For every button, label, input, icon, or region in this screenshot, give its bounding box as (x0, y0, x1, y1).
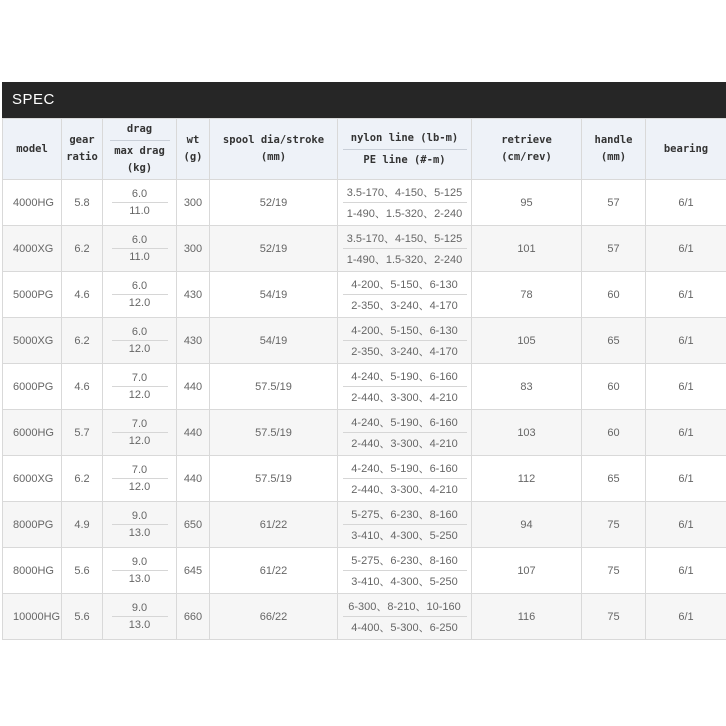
cell-line-capacity (338, 272, 472, 318)
cell-drag (103, 180, 177, 226)
header-retrieve-line1: retrieve (501, 134, 552, 146)
cell-spool: 66/22 (210, 594, 338, 640)
cell-pe-line: 2-350、3-240、4-170 (343, 294, 467, 313)
cell-weight: 660 (177, 594, 210, 640)
cell-model: 8000PG (3, 502, 62, 548)
cell-drag (103, 548, 177, 594)
cell-bearing: 6/1 (646, 226, 726, 272)
cell-gear-ratio: 4.9 (62, 502, 103, 548)
cell-pe-line: 2-440、3-300、4-210 (343, 478, 467, 497)
spec-title: SPEC (2, 82, 726, 118)
header-row (3, 119, 726, 180)
cell-model: 10000HG (3, 594, 62, 640)
header-pe-line: PE line (#-m) (343, 149, 467, 169)
cell-pe-line: 2-440、3-300、4-210 (343, 386, 467, 405)
cell-weight: 430 (177, 272, 210, 318)
header-drag (103, 119, 177, 180)
cell-line-capacity (338, 594, 472, 640)
cell-drag (103, 502, 177, 548)
cell-model: 6000HG (3, 410, 62, 456)
cell-retrieve: 83 (472, 364, 582, 410)
cell-drag (103, 272, 177, 318)
cell-bearing: 6/1 (646, 410, 726, 456)
cell-retrieve: 107 (472, 548, 582, 594)
cell-spool: 52/19 (210, 226, 338, 272)
cell-pe-line: 2-440、3-300、4-210 (343, 432, 467, 451)
cell-retrieve: 95 (472, 180, 582, 226)
cell-spool: 52/19 (210, 180, 338, 226)
cell-bearing: 6/1 (646, 594, 726, 640)
cell-weight: 440 (177, 364, 210, 410)
cell-handle: 60 (582, 410, 646, 456)
table-row (3, 502, 726, 548)
cell-drag-value: 7.0 (131, 464, 148, 476)
cell-spool: 61/22 (210, 502, 338, 548)
cell-weight: 440 (177, 456, 210, 502)
cell-handle: 60 (582, 364, 646, 410)
header-line-capacity (338, 119, 472, 180)
table-row (3, 180, 726, 226)
cell-pe-line: 4-400、5-300、6-250 (343, 616, 467, 635)
cell-pe-line: 3-410、4-300、5-250 (343, 524, 467, 543)
header-nylon-line: nylon line (lb-m) (350, 131, 459, 144)
cell-drag (103, 456, 177, 502)
cell-spool: 54/19 (210, 318, 338, 364)
cell-spool: 61/22 (210, 548, 338, 594)
cell-bearing: 6/1 (646, 456, 726, 502)
cell-retrieve: 78 (472, 272, 582, 318)
cell-handle: 65 (582, 318, 646, 364)
header-model: model (3, 119, 62, 180)
cell-max-drag-value: 12.0 (112, 478, 168, 493)
cell-nylon-line: 4-240、5-190、6-160 (351, 463, 458, 475)
cell-drag (103, 226, 177, 272)
header-weight-line1: wt (186, 134, 200, 146)
cell-gear-ratio: 6.2 (62, 226, 103, 272)
cell-gear-ratio: 6.2 (62, 456, 103, 502)
header-drag-label: drag (126, 123, 153, 135)
cell-model: 5000XG (3, 318, 62, 364)
cell-max-drag-value: 13.0 (112, 570, 168, 585)
cell-bearing: 6/1 (646, 318, 726, 364)
cell-nylon-line: 5-275、6-230、8-160 (351, 555, 458, 567)
header-gear-ratio-line1: gear (69, 134, 95, 146)
header-weight-line2: (g) (183, 151, 203, 163)
cell-retrieve: 105 (472, 318, 582, 364)
cell-bearing: 6/1 (646, 364, 726, 410)
cell-model: 5000PG (3, 272, 62, 318)
cell-weight: 645 (177, 548, 210, 594)
cell-gear-ratio: 5.6 (62, 594, 103, 640)
spec-table (2, 118, 726, 640)
cell-model: 6000PG (3, 364, 62, 410)
cell-max-drag-value: 13.0 (112, 616, 168, 631)
cell-pe-line: 2-350、3-240、4-170 (343, 340, 467, 359)
cell-weight: 650 (177, 502, 210, 548)
cell-drag (103, 594, 177, 640)
cell-gear-ratio: 5.7 (62, 410, 103, 456)
cell-max-drag-value: 12.0 (112, 432, 168, 447)
cell-gear-ratio: 5.6 (62, 548, 103, 594)
table-row (3, 364, 726, 410)
header-bearing: bearing (646, 119, 726, 180)
cell-retrieve: 112 (472, 456, 582, 502)
header-spool-line2: (mm) (260, 151, 287, 163)
cell-model: 6000XG (3, 456, 62, 502)
header-handle-line1: handle (594, 134, 633, 146)
cell-max-drag-value: 12.0 (112, 340, 168, 355)
cell-bearing: 6/1 (646, 272, 726, 318)
cell-bearing: 6/1 (646, 180, 726, 226)
table-row (3, 318, 726, 364)
cell-line-capacity (338, 364, 472, 410)
table-row (3, 456, 726, 502)
cell-handle: 65 (582, 456, 646, 502)
cell-spool: 57.5/19 (210, 456, 338, 502)
cell-weight: 300 (177, 180, 210, 226)
cell-nylon-line: 5-275、6-230、8-160 (351, 509, 458, 521)
spec-table-body (3, 180, 726, 640)
cell-handle: 75 (582, 594, 646, 640)
header-retrieve (472, 119, 582, 180)
cell-pe-line: 3-410、4-300、5-250 (343, 570, 467, 589)
cell-retrieve: 116 (472, 594, 582, 640)
cell-gear-ratio: 6.2 (62, 318, 103, 364)
cell-line-capacity (338, 226, 472, 272)
cell-drag-value: 6.0 (131, 234, 148, 246)
cell-gear-ratio: 5.8 (62, 180, 103, 226)
table-row (3, 410, 726, 456)
cell-drag (103, 318, 177, 364)
header-spool-line1: spool dia/stroke (222, 134, 325, 146)
cell-model: 4000XG (3, 226, 62, 272)
cell-weight: 430 (177, 318, 210, 364)
cell-nylon-line: 4-200、5-150、6-130 (351, 279, 458, 291)
cell-max-drag-value: 12.0 (112, 294, 168, 309)
cell-gear-ratio: 4.6 (62, 364, 103, 410)
cell-drag-value: 6.0 (131, 280, 148, 292)
cell-drag (103, 364, 177, 410)
cell-line-capacity (338, 180, 472, 226)
cell-nylon-line: 6-300、8-210、10-160 (348, 601, 461, 613)
cell-max-drag-value: 12.0 (112, 386, 168, 401)
cell-handle: 75 (582, 548, 646, 594)
cell-weight: 440 (177, 410, 210, 456)
cell-retrieve: 94 (472, 502, 582, 548)
table-row (3, 594, 726, 640)
cell-drag (103, 410, 177, 456)
cell-handle: 57 (582, 180, 646, 226)
cell-drag-value: 6.0 (131, 188, 148, 200)
cell-max-drag-value: 13.0 (112, 524, 168, 539)
header-retrieve-line2: (cm/rev) (501, 151, 552, 163)
cell-drag-value: 9.0 (131, 602, 148, 614)
cell-retrieve: 103 (472, 410, 582, 456)
cell-retrieve: 101 (472, 226, 582, 272)
cell-line-capacity (338, 548, 472, 594)
cell-bearing: 6/1 (646, 502, 726, 548)
cell-model: 8000HG (3, 548, 62, 594)
header-weight (177, 119, 210, 180)
cell-pe-line: 1-490、1.5-320、2-240 (343, 202, 467, 221)
cell-bearing: 6/1 (646, 548, 726, 594)
header-spool (210, 119, 338, 180)
cell-nylon-line: 3.5-170、4-150、5-125 (346, 233, 463, 245)
cell-handle: 75 (582, 502, 646, 548)
header-max-drag (110, 140, 170, 177)
cell-model: 4000HG (3, 180, 62, 226)
table-row (3, 272, 726, 318)
cell-handle: 60 (582, 272, 646, 318)
cell-weight: 300 (177, 226, 210, 272)
cell-drag-value: 7.0 (131, 418, 148, 430)
cell-handle: 57 (582, 226, 646, 272)
cell-spool: 57.5/19 (210, 364, 338, 410)
header-handle-line2: (mm) (600, 151, 627, 163)
cell-gear-ratio: 4.6 (62, 272, 103, 318)
cell-nylon-line: 3.5-170、4-150、5-125 (346, 187, 463, 199)
cell-line-capacity (338, 410, 472, 456)
header-gear-ratio (62, 119, 103, 180)
cell-drag-value: 7.0 (131, 372, 148, 384)
cell-drag-value: 9.0 (131, 510, 148, 522)
cell-nylon-line: 4-200、5-150、6-130 (351, 325, 458, 337)
cell-spool: 57.5/19 (210, 410, 338, 456)
cell-pe-line: 1-490、1.5-320、2-240 (343, 248, 467, 267)
table-row (3, 226, 726, 272)
cell-spool: 54/19 (210, 272, 338, 318)
header-gear-ratio-line2: ratio (66, 151, 98, 163)
cell-nylon-line: 4-240、5-190、6-160 (351, 417, 458, 429)
cell-drag-value: 6.0 (131, 326, 148, 338)
header-max-drag-line2: (kg) (126, 162, 153, 174)
cell-line-capacity (338, 456, 472, 502)
header-max-drag-line1: max drag (114, 145, 165, 157)
cell-line-capacity (338, 318, 472, 364)
cell-nylon-line: 4-240、5-190、6-160 (351, 371, 458, 383)
cell-max-drag-value: 11.0 (112, 248, 168, 263)
cell-max-drag-value: 11.0 (112, 202, 168, 217)
spec-section (2, 82, 726, 640)
cell-line-capacity (338, 502, 472, 548)
cell-drag-value: 9.0 (131, 556, 148, 568)
table-row (3, 548, 726, 594)
header-handle (582, 119, 646, 180)
